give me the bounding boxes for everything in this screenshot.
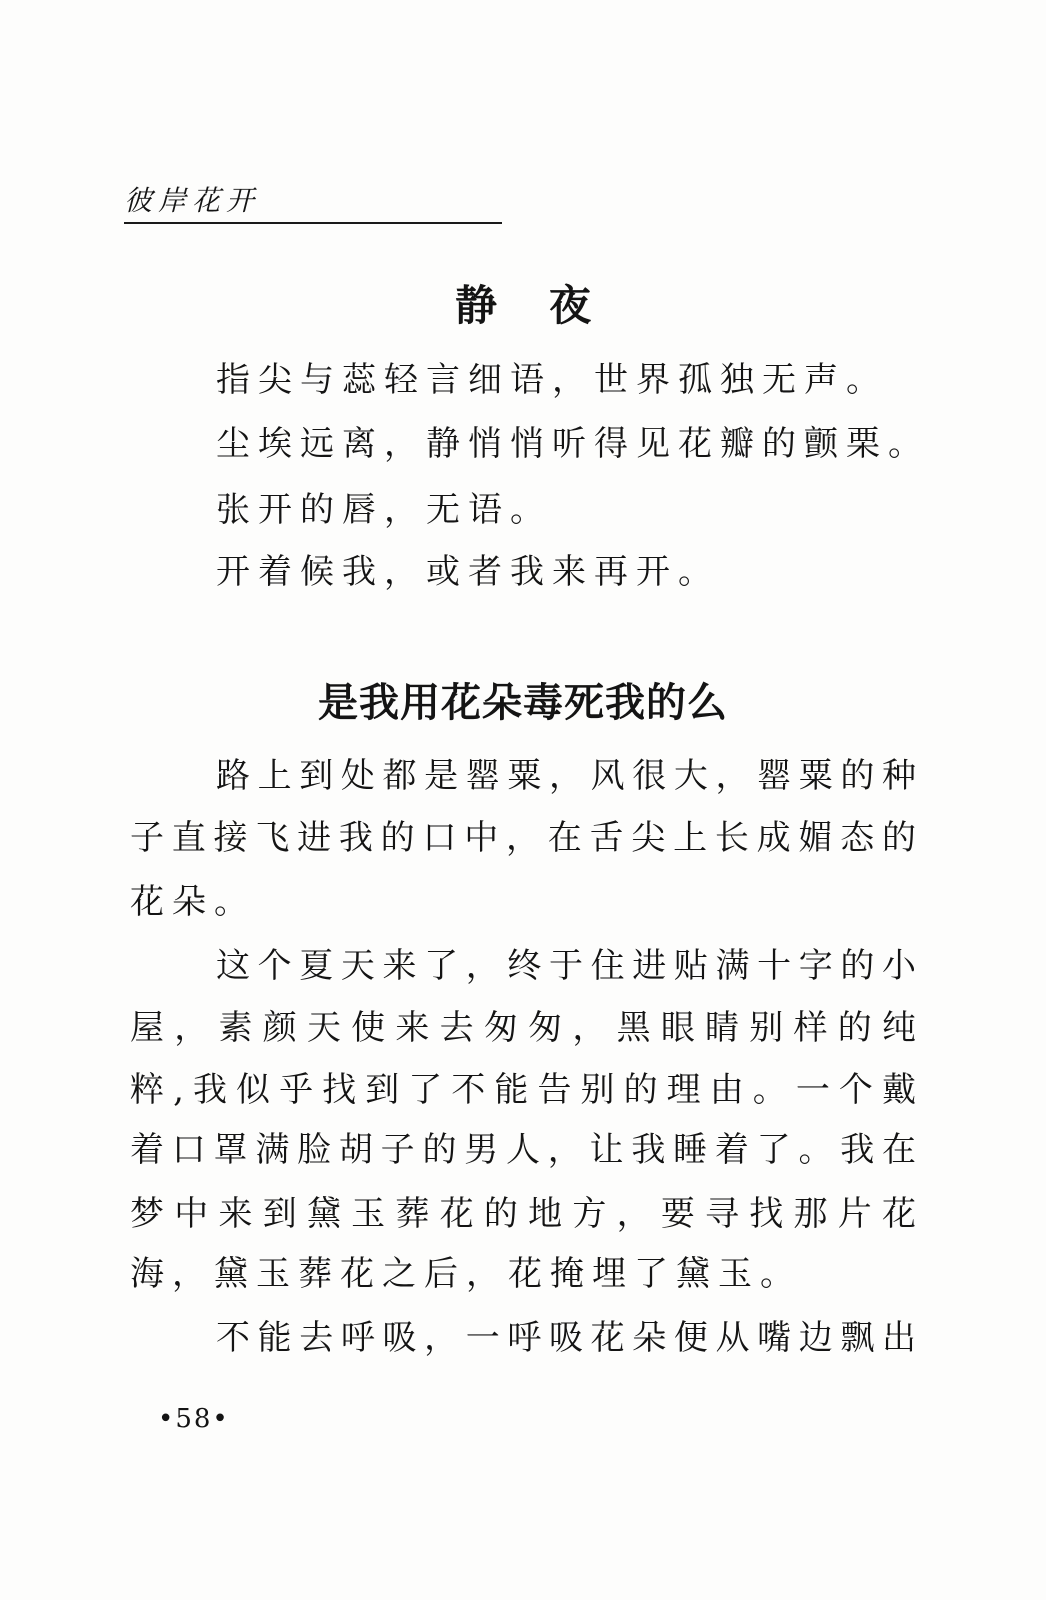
paragraph-line: 粹,我似乎找到了不能告别的理由。一个戴 [130, 1070, 916, 1110]
paragraph-line: 不能去呼吸，一呼吸花朵便从嘴边飘出 [216, 1318, 916, 1358]
paragraph-line: 花朵。 [130, 882, 256, 922]
running-header-title: 彼岸花开 [124, 184, 261, 217]
poem-line: 尘埃远离，静悄悄听得见花瓣的颤栗。 [216, 424, 930, 464]
poem-line: 开着候我，或者我来再开。 [216, 552, 720, 592]
paragraph-line: 路上到处都是罂粟，风很大，罂粟的种 [216, 756, 916, 796]
paragraph-line: 着口罩满脸胡子的男人，让我睡着了。我在 [130, 1130, 916, 1170]
paragraph-line: 这个夏天来了，终于住进贴满十字的小 [216, 946, 916, 986]
poem-title: 静夜 [454, 281, 643, 330]
running-header [124, 186, 502, 224]
essay-title: 是我用花朵毒死我的么 [318, 679, 728, 726]
paragraph-line: 子直接飞进我的口中，在舌尖上长成媚态的 [130, 818, 916, 858]
poem-line: 张开的唇，无语。 [216, 490, 552, 530]
paragraph-line: 海，黛玉葬花之后，花掩埋了黛玉。 [130, 1254, 802, 1294]
paragraph-line: 梦中来到黛玉葬花的地方，要寻找那片花 [130, 1194, 916, 1234]
paragraph-line: 屋，素颜天使来去匆匆，黑眼睛别样的纯 [130, 1008, 916, 1048]
page-number: •58• [158, 1404, 230, 1434]
poem-line: 指尖与蕊轻言细语，世界孤独无声。 [216, 360, 888, 400]
